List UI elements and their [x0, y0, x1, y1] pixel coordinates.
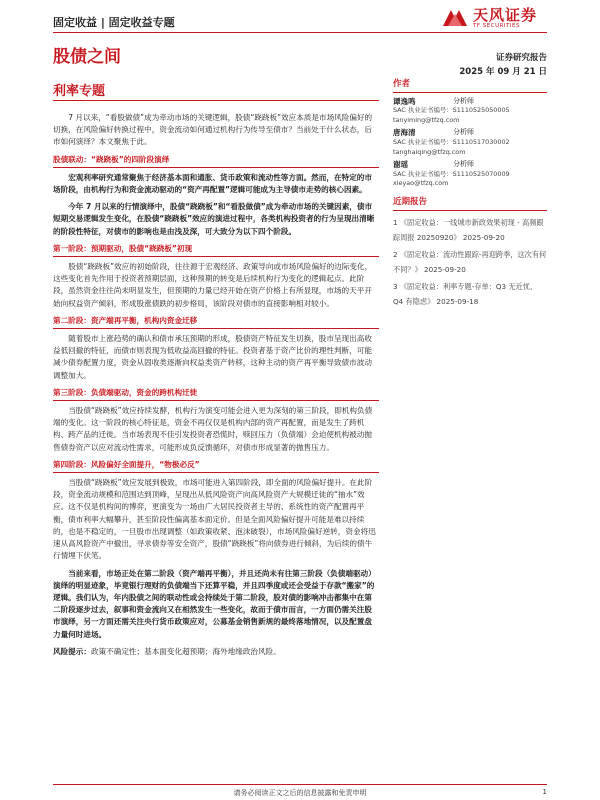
report-type: 证券研究报告 — [495, 53, 547, 63]
risk-text: 政策不确定性；基本面变化超预期；海外地缘政治风险。 — [90, 646, 281, 656]
logo-cn: 天风证券 — [473, 6, 538, 24]
macro-paragraph: 宏观利率研究通常聚焦于经济基本面和通胀、货币政策和流动性等方面。然而，在特定的市场阶段，由机构行为和资金流动驱动的“资产再配置”逻辑可能成为主导债市走势的核心因素。 — [53, 172, 372, 195]
footer-disclaimer: 请务必阅读正文之后的信息披露和免责申明 — [233, 789, 367, 797]
author-cert: SAC 执业证书编号：S1110525050005 — [393, 106, 510, 115]
current-view-paragraph: 当前来看，市场正处在第二阶段（资产端再平衡），并且还尚未有往第三阶段（负债端驱动）演绎的明显迹象，毕竟银行理财的负债端当下还算平稳，并且四季度或还会受益于存款“搬家”的逻辑。我们认为，年内股债之间的联动性或会持续处于第二阶段，股对债的影响冲击都集中在第二阶段逐步过去，叙事和资金流向又在相然发生一些变化，故而于债市而言，一方面仍需关注股市演绎，另一方面还需关注央行货币政策应对，公募基金销售新规的最终落地情况，以及配置盘力量何时进场。 — [53, 568, 376, 639]
risk-warning — [53, 646, 379, 658]
stage2-paragraph: 随着股市上涨趋势的确认和债市承压预期的形成，股债资产特征发生切换，股市呈现出高收益低回撤的特征，而债市则表现为低收益高回撤的特征。投资者基于资产比价的理性判断，可能减少债券配置力度，资金从固收类逐渐向权益类资产转移，这种主动的资产再平衡导致债市波动调整加大。 — [53, 334, 372, 380]
author-email[interactable]: tanghaiqing@tfzq.com — [393, 147, 466, 156]
recent-reports-title: 近期报告 — [393, 198, 547, 211]
page-number: 1 — [542, 788, 547, 796]
stage1-paragraph: 股债“跷跷板”效应的初始阶段，往往源于宏观经济、政策导向或市场风险偏好的边际变化，这些变化首先作用于投资者预期层面，这种预期的转变是后续机构行为变化的逻辑起点。此阶段，虽然资金往往尚未明显发生，但预期的力量已经开始在资产价格上有所显现，市场的天平开始向权益资产倾斜，形成股涨债跌的初步格局，该阶段对债市的直接影响相对较小。 — [53, 262, 373, 308]
author-card — [393, 128, 547, 157]
subheading-stage3: 第三阶段：负债端驱动，资金的跨机构迁徙 — [53, 387, 379, 401]
author-cert: SAC 执业证书编号：S1110517030002 — [393, 137, 510, 146]
author-role: 分析师 — [453, 160, 474, 169]
subheading-stage1: 第一阶段：预期驱动，股债“跷跷板”初现 — [53, 243, 379, 257]
author-card — [393, 160, 547, 189]
subheading-stage4: 第四阶段：风险偏好全面提升，“物极必反” — [53, 459, 379, 473]
logo-mark-icon — [441, 6, 469, 30]
recent-report-item[interactable]: 1 《固定收益：一线城市新政效果初现 - 高频跟踪周报 20250920》 2025-09-20 — [393, 217, 544, 242]
author-email[interactable]: tanyiming@tfzq.com — [393, 115, 460, 124]
recent-report-item[interactable]: 3 《固定收益：利率专题-存单：Q3 无近忧、Q4 有隐虑》 2025-09-18 — [393, 281, 538, 306]
subheading-linkage: 股债联动：“跷跷板”的四阶段演绎 — [53, 154, 379, 168]
authors-title: 作者 — [393, 80, 547, 93]
section-heading: 利率专题 — [53, 84, 106, 99]
header-category: 固定收益 | 固定收益专题 — [53, 16, 175, 29]
footer-divider — [53, 784, 547, 785]
author-name: 谢瑶 — [393, 160, 408, 170]
stage3-paragraph: 当股债“跷跷板”效应持续发酵，机构行为演变可能会进入更为深刻的第三阶段，即机构负债端的变化。这一阶段的核心特征是，资金不再仅仅是机构内部的资产再配置，而是发生了跨机构、跨产品的迁徙。当市场表现不佳引发投资者恐慌时，赎回压力（负债端）会迫使机构被动抛售债券资产以应对流动性需求，可能形成负反馈循环，对债市形成显著的抛售压力。 — [53, 406, 373, 452]
company-logo — [441, 6, 537, 30]
author-role: 分析师 — [453, 128, 474, 137]
logo-en: TF SECURITIES — [473, 23, 520, 29]
author-role: 分析师 — [453, 96, 474, 105]
heading-divider — [53, 100, 379, 101]
author-name: 谭逸鸣 — [393, 96, 416, 106]
subheading-stage2: 第二阶段：资产端再平衡，机构内资金迁移 — [53, 315, 379, 329]
author-name: 唐海清 — [393, 128, 416, 138]
main-body — [53, 112, 379, 663]
stage4-paragraph: 当股债“跷跷板”效应发展到极致，市场可能进入第四阶段，即全面的风险偏好提升。在此阶段，资金流动规模和范围达到顶峰，呈现出从低风险资产向高风险资产大规模迁徙的“抽水”效应。这不仅是机构间的博弈，更演变为一场由广大居民投资者主导的、系统性的资产配置再平衡，债市利率大幅攀升，甚至阶段性偏离基本面定价。但是全面风险偏好提升可能是难以持续的，也是不稳定的，一旦股市出现调整（如政策收紧、泡沫破裂），市场风险偏好逆转，资金将迅速从高风险资产中撤出，寻求债券等安全资产，股债“跷跷板”将向债券进行倾斜，为后续的债牛行情埋下伏笔。 — [53, 478, 376, 561]
author-email[interactable]: xieyao@tfzq.com — [393, 179, 449, 188]
recent-report-item[interactable]: 2 《固定收益：流动性跟踪-再迎跨季，这次有何不同？》 2025-09-20 — [393, 249, 547, 274]
intro-paragraph: 7 月以来，“看股做债”成为牵动市场的关键逻辑，股债“跷跷板”效应本质是市场风险偏好的切换，在风险偏好转换过程中，资金流动如何通过机构行为传导至债市？当前处于什么状态，后市如何演绎？本文聚焦于此。 — [53, 113, 373, 147]
document-title: 股债之间 — [53, 47, 121, 67]
report-date: 2025 年 09 月 21 日 — [459, 67, 547, 77]
since-july-paragraph: 今年 7 月以来的行情演绎中，股债“跷跷板”和“看股做债”成为牵动市场的关键因素，债市短期交易逻辑发生变化，在股债“跷跷板”效应的演进过程中，各类机构投资者的行为呈现出清晰的阶段性特征，对债市的影响也是由浅及深，可大致分为以下四个阶段。 — [53, 202, 375, 236]
author-card — [393, 97, 547, 126]
top-divider — [53, 32, 547, 33]
sidebar — [393, 80, 547, 311]
author-cert: SAC 执业证书编号：S1110525070009 — [393, 169, 510, 178]
risk-label: 风险提示： — [53, 646, 91, 656]
